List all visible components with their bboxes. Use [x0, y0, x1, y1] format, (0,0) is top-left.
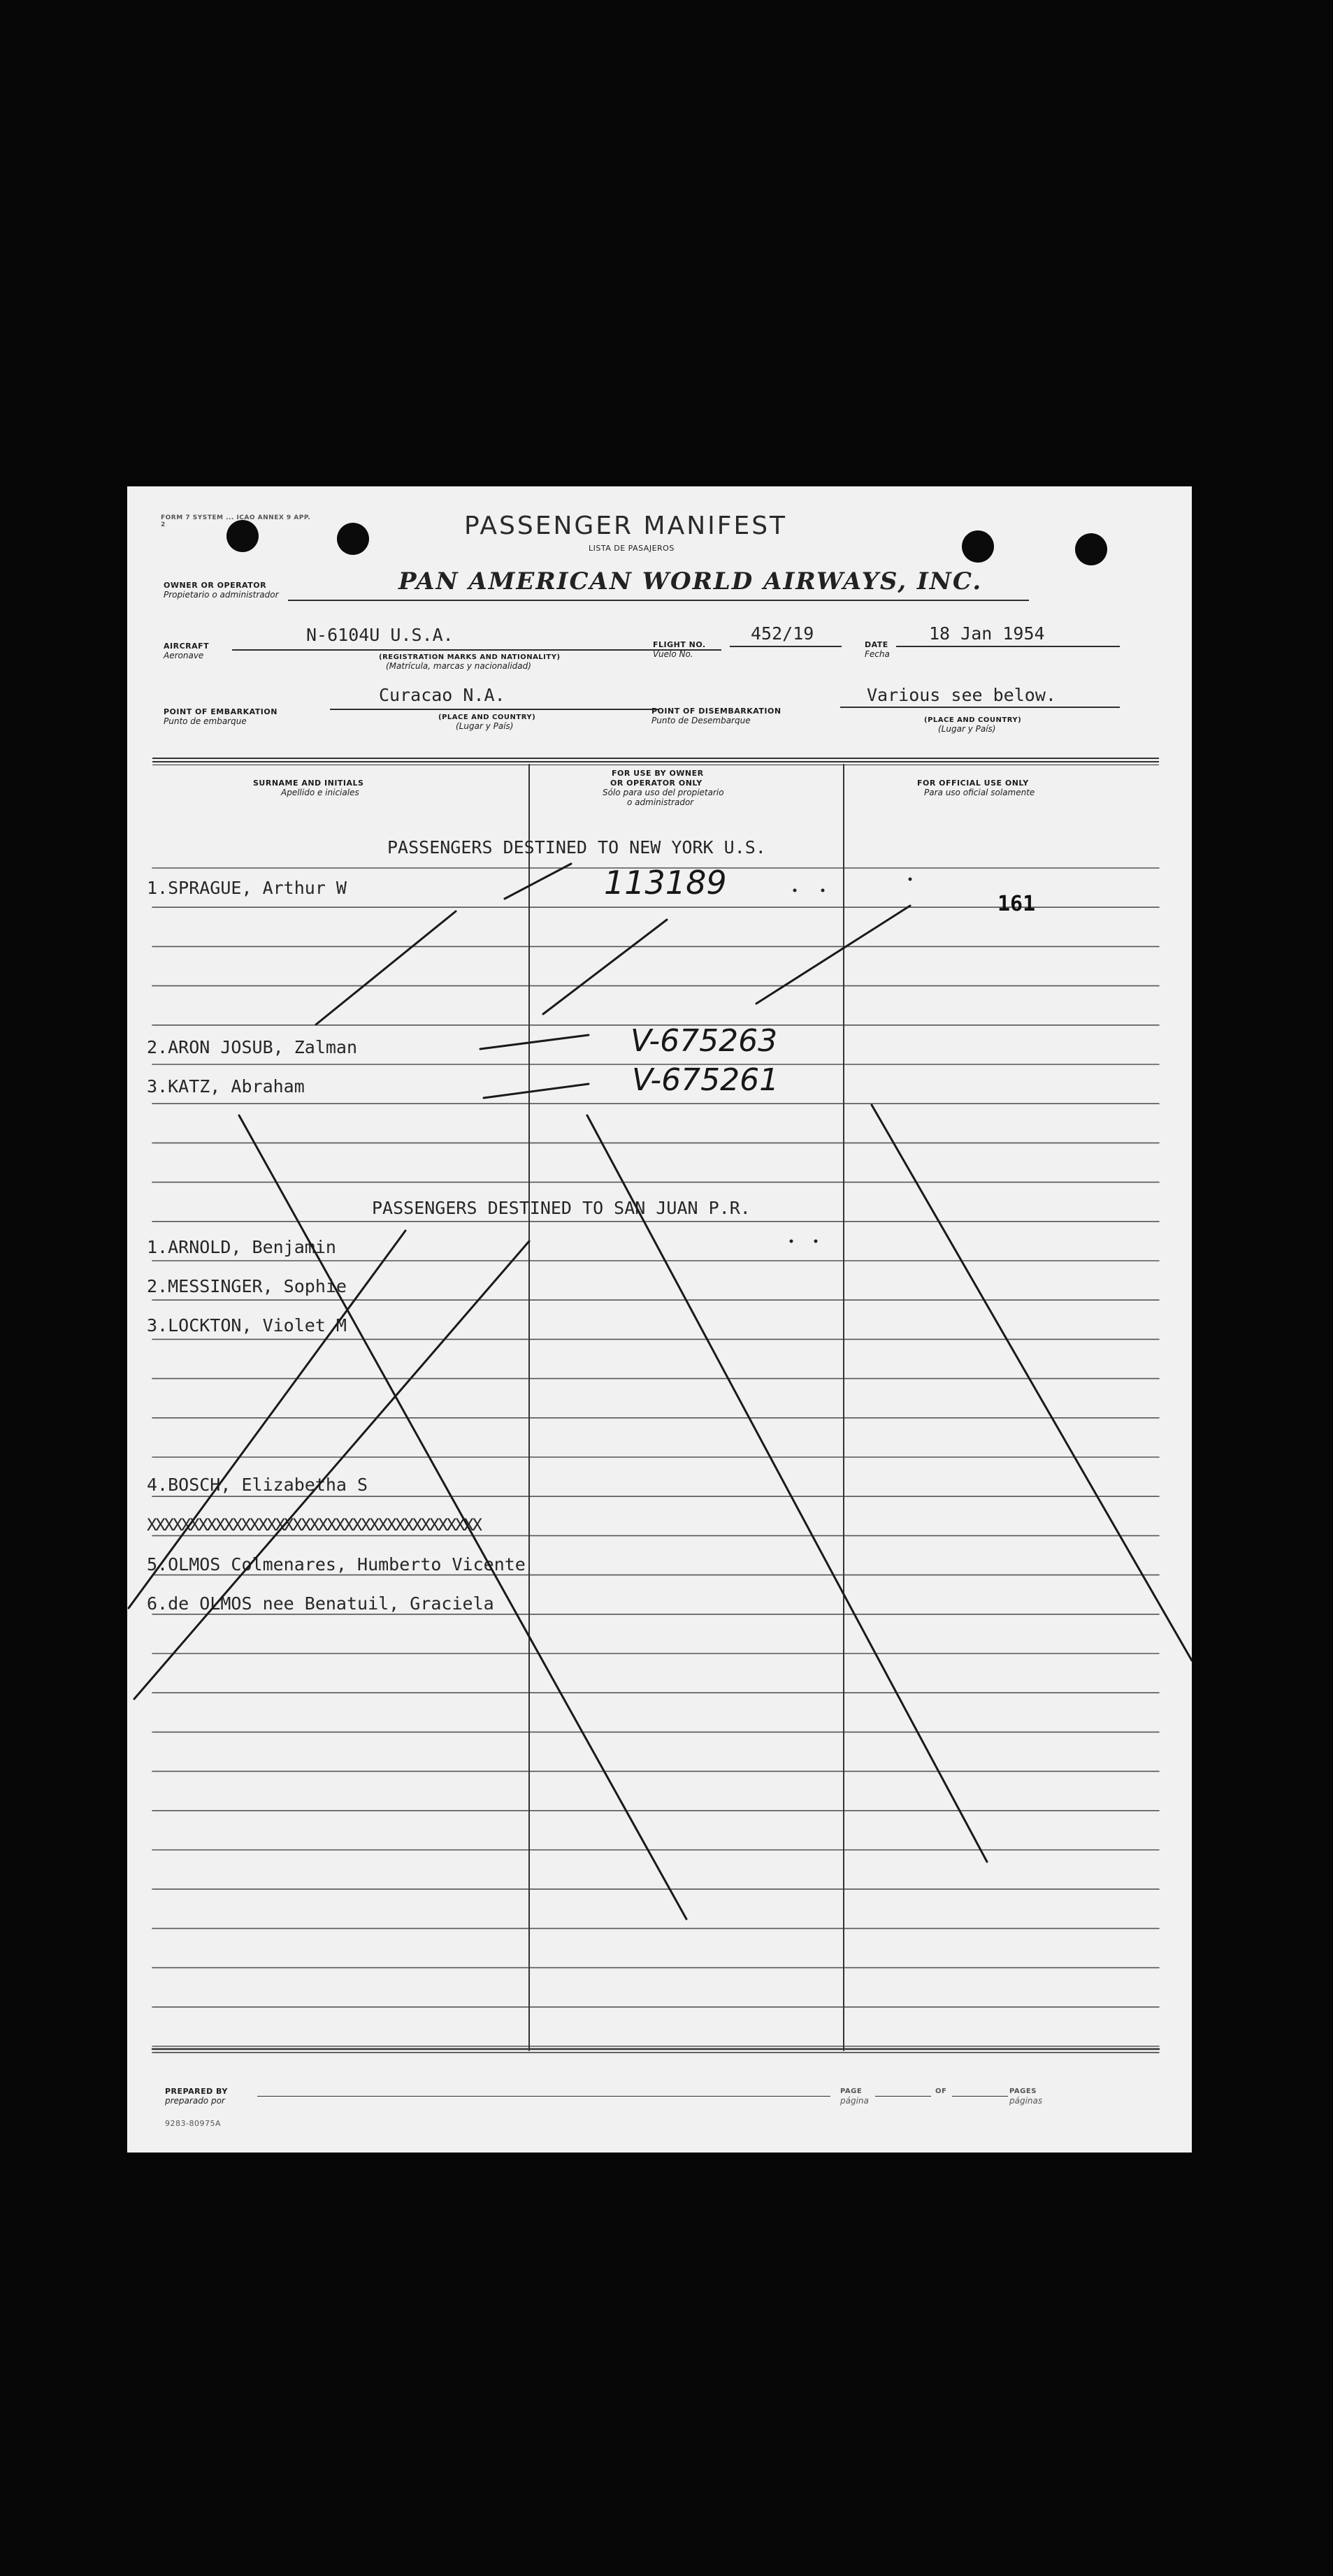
aircraft-label-spanish: Aeronave [164, 651, 204, 660]
column-header-operator-spanish-2: o administrador [627, 797, 694, 807]
handwritten-number: V-675263 [631, 1023, 778, 1059]
pen-strokes [127, 486, 1192, 2152]
form-title: PASSENGER MANIFEST [464, 512, 788, 540]
aircraft-value: N-6104U U.S.A. [306, 625, 454, 645]
prepared-by-label-spanish: preparado por [165, 2096, 225, 2106]
column-header-official-spanish: Para uso oficial solamente [924, 788, 1035, 797]
ink-dot [793, 889, 797, 892]
pen-stroke [239, 1115, 686, 1919]
pen-stroke [129, 1231, 405, 1608]
flight-label: FLIGHT NO. [653, 640, 706, 649]
official-use-number: 161 [997, 892, 1036, 916]
pen-stroke [756, 906, 910, 1004]
pen-stroke [480, 1035, 589, 1049]
ink-dot [909, 878, 912, 881]
column-header-official: FOR OFFICIAL USE ONLY [917, 779, 1029, 788]
manifest-sheet [127, 486, 1192, 2152]
column-header-operator-2: OR OPERATOR ONLY [610, 779, 702, 788]
passenger-row: 4.BOSCH, Elizabetha S [147, 1475, 368, 1495]
owner-label-spanish: Propietario o administrador [164, 590, 279, 600]
form-title-spanish: LISTA DE PASAJEROS [589, 544, 675, 553]
passenger-row: 6.de OLMOS nee Benatuil, Graciela [147, 1593, 494, 1614]
pen-stroke [587, 1115, 987, 1862]
disembarkation-value: Various see below. [867, 685, 1056, 705]
passenger-row: 1.ARNOLD, Benjamin [147, 1237, 336, 1257]
form-number: 9283-80975A [165, 2119, 221, 2128]
form-corner-code: FORM 7 SYSTEM ... ICAO ANNEX 9 APP. 2 [161, 514, 311, 528]
pen-stroke [543, 920, 667, 1014]
owner-value: PAN AMERICAN WORLD AIRWAYS, INC. [398, 567, 983, 595]
pages-label: PAGES [1009, 2087, 1037, 2095]
column-header-operator: FOR USE BY OWNER [612, 769, 704, 778]
embarkation-label-spanish: Punto de embarque [164, 716, 247, 726]
ink-dot [821, 889, 825, 892]
column-header-surname: SURNAME AND INITIALS [253, 779, 364, 788]
pen-stroke [316, 911, 456, 1025]
section-heading-new-york: PASSENGERS DESTINED TO NEW YORK U.S. [387, 837, 766, 858]
embarkation-label: POINT OF EMBARKATION [164, 707, 278, 716]
date-value: 18 Jan 1954 [929, 623, 1045, 644]
embark-place-caption-spanish: (Lugar y País) [456, 721, 514, 731]
handwritten-number: V-675261 [632, 1062, 779, 1098]
date-label: DATE [865, 640, 888, 649]
aircraft-caption-spanish: (Matrícula, marcas y nacionalidad) [386, 661, 531, 671]
of-label: OF [935, 2087, 947, 2095]
embark-place-caption: (PLACE AND COUNTRY) [438, 714, 536, 721]
disembarkation-label: POINT OF DISEMBARKATION [651, 707, 781, 716]
column-header-surname-spanish: Apellido e iniciales [281, 788, 359, 797]
column-header-operator-spanish: Sólo para uso del propietario [603, 788, 724, 797]
pen-stroke [134, 1241, 529, 1699]
disembarkation-label-spanish: Punto de Desembarque [651, 716, 751, 725]
passenger-row: 1.SPRAGUE, Arthur W [147, 878, 347, 898]
date-label-spanish: Fecha [865, 649, 890, 659]
page-label-spanish: página [840, 2096, 869, 2106]
ink-dot [790, 1240, 793, 1243]
passenger-row: 5.OLMOS Colmenares, Humberto Vicente [147, 1554, 526, 1575]
passenger-row: 3.LOCKTON, Violet M [147, 1315, 347, 1336]
flight-label-spanish: Vuelo No. [653, 649, 693, 659]
flight-value: 452/19 [751, 623, 814, 644]
disembark-place-caption-spanish: (Lugar y País) [938, 724, 996, 734]
pages-label-spanish: páginas [1009, 2096, 1043, 2106]
passenger-row: 3.KATZ, Abraham [147, 1076, 305, 1097]
page-label: PAGE [840, 2087, 863, 2095]
struck-out-row: XXXXXXXXXXXXXXXXXXXXXXXXXXXXXXXXXXXXXXX [147, 1515, 481, 1535]
aircraft-label: AIRCRAFT [164, 642, 210, 651]
pen-stroke [872, 1105, 1192, 1660]
ink-dot [814, 1240, 818, 1243]
prepared-by-label: PREPARED BY [165, 2087, 228, 2096]
pen-stroke [484, 1084, 589, 1098]
passenger-row: 2.MESSINGER, Sophie [147, 1276, 347, 1296]
embarkation-value: Curacao N.A. [379, 685, 505, 705]
passenger-row: 2.ARON JOSUB, Zalman [147, 1037, 358, 1057]
aircraft-caption: (REGISTRATION MARKS AND NATIONALITY) [379, 653, 561, 661]
pen-stroke [505, 864, 571, 899]
owner-label: OWNER OR OPERATOR [164, 581, 267, 590]
section-heading-san-juan: PASSENGERS DESTINED TO SAN JUAN P.R. [372, 1198, 751, 1218]
disembark-place-caption: (PLACE AND COUNTRY) [924, 716, 1022, 724]
handwritten-number: 113189 [604, 864, 727, 902]
